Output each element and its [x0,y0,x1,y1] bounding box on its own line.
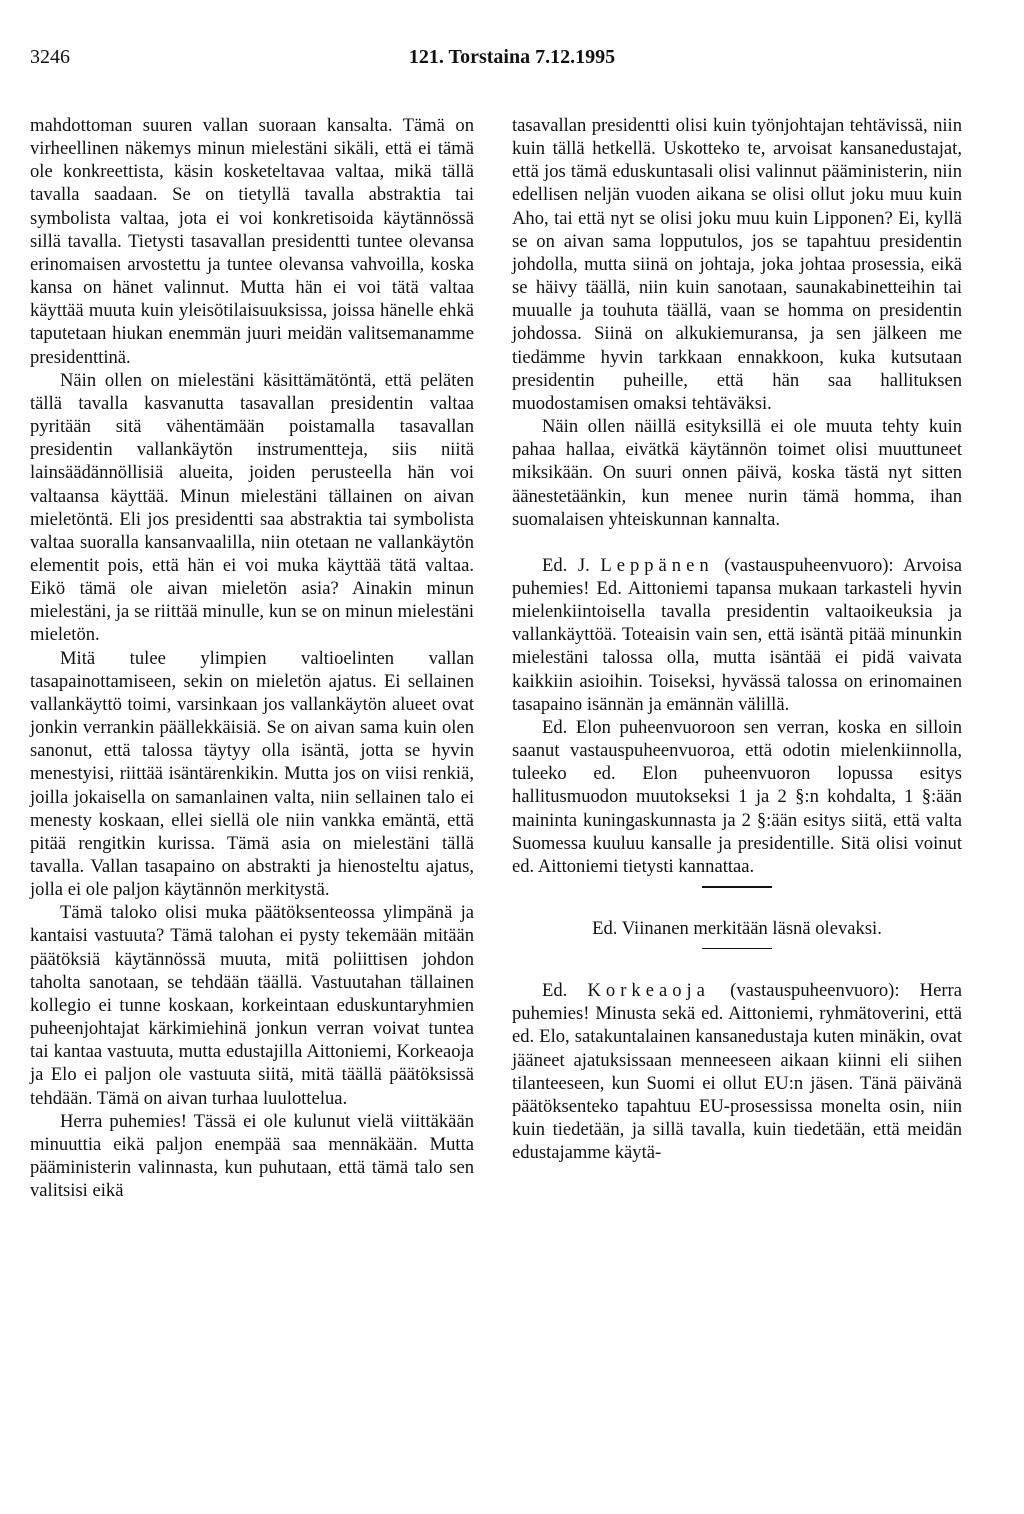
speech-korkeaoja [512,979,962,1164]
left-paragraph-1: mahdottoman suuren vallan suoraan kansalta. Tämä on virheellinen näkemys minun mielestäni sikäli, että ei tämä ole konkreettista, käsin kosketeltavaa valtaa, mikä tällä tavalla saadaan. Se on tietyllä tavalla abstraktia tai symbolista valtaa, jota ei voi konkretisoida käytännössä sillä tavalla. Tietysti tasavallan presidentti tuntee olevansa erinomaisen arvostettu ja tuntee olevansa vahvoilla, koska kansa on hänet valinnut. Mutta hän ei voi tätä valtaa käyttää muuta kuin yleisötilaisuuksissa, joissa hänelle ehkä taputetaan hiukan enemmän juuri meidän valitsemanamme presidenttinä. [30,115,474,368]
speaker-prefix: Ed. [542,980,568,1002]
speaker-name: Leppänen [600,554,714,576]
speaker-prefix: Ed. J. [542,554,590,576]
left-paragraph-5: Herra puhemies! Tässä ei ole kulunut vielä viittäkään minuuttia eikä paljon enempää saa mennäkään. Mutta pääministerin valinnasta, kun puhutaan, että tämä talo sen valitsisi eikä [30,1110,474,1202]
speech-text: (vastauspuheenvuoro): Herra puhemies! Minusta sekä ed. Aittoniemi, ryhmätoverini, että ed. Elo, satakuntalainen kansanedustaja kuten minäkin, ovat jääneet ajatuksissaan menneeseen aikaan kiinni eli siihen tilanteeseen, kun Suomi ei ollut EU:n jäsen. Tänä päivänä päätöksenteko tapahtuu EU-prosessissa monelta osin, niin kuin tiedetään, ja sillä tavalla, kuin tiedetään, että meidän edustajamme käytä- [512,980,962,1164]
speech-text: (vastauspuheenvuoro): Arvoisa puhemies! Ed. Aittoniemi tapansa mukaan tarkasteli hyvin mielenkiintoisella tavalla presidentin valtaoikeuksia ja vallankäyttöä. Toteaisin vain sen, että isäntä pitää minunkin mielestäni talossa olla, mutta isäntää ei pidä vaivata kaikkiin asioihin. Toiseksi, hyvässä talossa on erinomainen tasapaino isännän ja emännän välillä. [512,554,963,715]
page-header [30,46,994,76]
page-number: 3246 [30,46,70,68]
spacer [512,949,962,979]
right-paragraph-2: Näin ollen näillä esityksillä ei ole muuta tehty kuin pahaa hallaa, eivätkä käytännön toimet olisi muuttuneet miksikään. On suuri onnen päivä, koska tästä nyt sitten äänestetäänkin, kun menee nurin tämä homma, ihan suomalaisen yhteiskunnan kannalta. [512,416,962,530]
right-paragraph-4: Ed. Elon puheenvuoroon sen verran, koska en silloin saanut vastauspuheenvuoroa, että odotin mielenkiinnolla, tuleeko ed. Elon puheenvuoron lopussa esitys hallitusmuodon muutokseksi 1 ja 2 §:n kohdalta, 1 §:ään maininta kuningaskunnasta ja 2 §:ään esitys siitä, että valta Suomessa kuuluu kansalle ja presidentille. Sitä olisi voinut ed. Aittoniemi tietysti kannattaa. [512,716,962,877]
left-paragraph-4: Tämä taloko olisi muka päätöksenteossa ylimpänä ja kantaisi vastuuta? Tämä talohan ei pysty tekemään mitään päätöksiä käytännössä muuta, mitä poliittisen johdon taholta sanotaan, se tehdään täällä. Vastuutahan tällainen kollegio ei tunne koskaan, korkeintaan eduskuntaryhmien puheenjohtajat kärkimiehinä jonkun verran voivat tuntea tai kantaa vastuuta, mutta edustajilla Aittoniemi, Korkeaoja ja Elo ei paljon ole vastuuta siitä, mitä täällä päätöksissä tehdään. Tämä on aivan turhaa luulottelua. [30,902,474,1109]
section-divider [702,886,772,888]
speech-leppanen [512,554,962,716]
attendance-note: Ed. Viinanen merkitään läsnä olevaksi. [592,917,882,939]
left-column [30,114,474,1202]
speaker-name: Korkeaoja [587,980,710,1002]
right-column [512,114,962,1164]
left-paragraph-2: Näin ollen on mielestäni käsittämätöntä, että peläten tällä tavalla kasvanutta tasavallan presidentin valtaa pyritään sitä vähentämään poistamalla tasavallan presidentin vallankäytön instrumentteja, siis niitä lainsäädännöllisiä alueita, joiden perusteella hän voi valtaansa käyttää. Minun mielestäni tällainen on aivan mieletöntä. Eli jos presidentti saa abstraktia tai symbolista valtaa suoralla kansanvaalilla, niin otetaan ne vallankäytön elementit pois, että hän ei voi muka käyttää tätä valtaa. Eikö tämä ole aivan mieletön asia? Ainakin minun mielestäni, ja se riittää minulle, kun se on minun mielestäni mieletön. [30,369,474,646]
right-paragraph-1: tasavallan presidentti olisi kuin työnjohtajan tehtävissä, niin kuin tällä hetkellä. Uskotteko te, arvoisat kansanedustajat, että jos tämä eduskuntasali olisi valinnut pääministerin, niin edellisen neljän vuoden aikana se olisi ollut joku muu kuin Aho, tai että nyt se olisi joku muu kuin Lipponen? Ei, kyllä se on aivan sama lopputulos, jos se tapahtuu presidentin johdolla, mutta siinä on johtaja, joka johtaa prosessia, eikä se häivy täällä, niin kuin sanotaan, saunakabinetteihin tai muualle ja touhuta täällä, vaan se homma on presidentin johdossa. Siinä on alkukiemuransa, ja sen jälkeen me tiedämme hyvin tarkkaan ennakkoon, kuka kutsutaan presidentin puheille, että hän saa hallituksen muodostamisen omaksi tehtäväksi. [512,115,962,414]
running-head: 121. Torstaina 7.12.1995 [408,46,616,68]
left-paragraph-3: Mitä tulee ylimpien valtioelinten vallan tasapainottamiseen, sekin on mieletön ajatus. Ei sellainen vallankäyttö toimi, varsinkaan jos vallankäytön alueet ovat jonkin verrankin päällekkäisiä. Se on aivan sama kuin olen sanonut, että talossa täytyy olla isäntä, jotta se hyvin menestyisi, riittää isäntärenkikin. Mutta jos on viisi renkiä, joilla jokaisella on samanlainen valta, niin sellainen talo ei menesty koskaan, ellei siellä ole niin vankka emäntä, että pitää rengitkin kurissa. Tämä asia on mielestäni tällä tavalla. Vallan tasapaino on abstrakti ja hienosteltu ajatus, jolla ei ole paljon käytännön merkitystä. [30,647,474,901]
spacer [512,531,962,554]
